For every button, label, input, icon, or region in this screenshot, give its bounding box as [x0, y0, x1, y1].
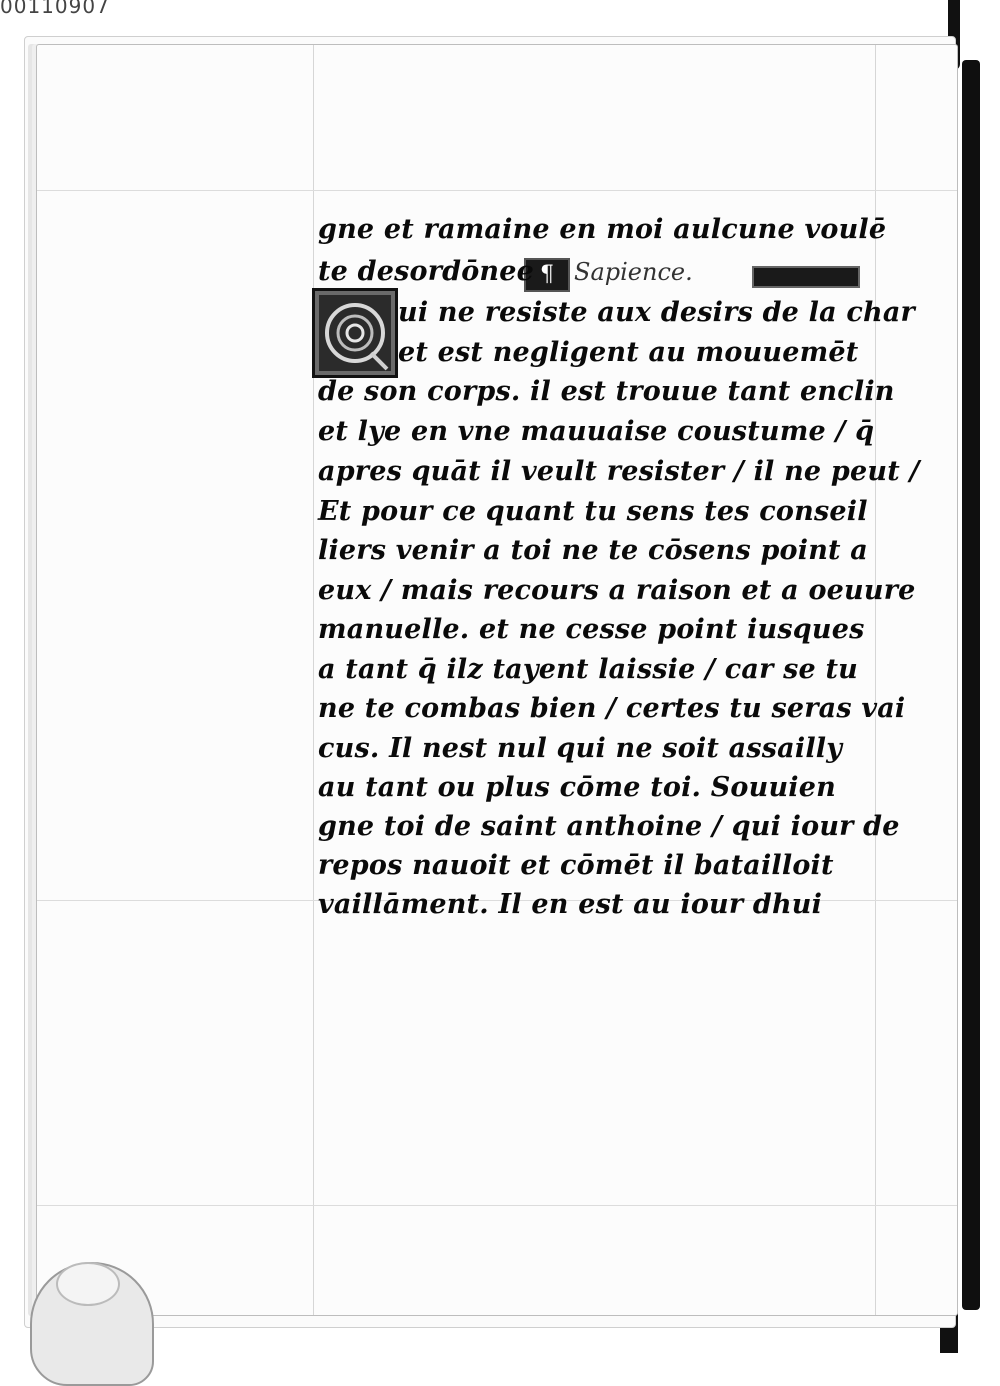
decorated-initial-q	[312, 288, 398, 378]
text-line-12: a tant q̄ ilz tayent laissie / car se tu	[318, 654, 858, 685]
text-line-1: gne et ramaine en moi aulcune voulē	[318, 214, 887, 245]
text-line-10: eux / mais recours a raison et a oeuure	[318, 575, 916, 606]
text-line-2: te desordōnee	[318, 256, 535, 287]
text-line-7: apres quāt il veult resister / il ne peut /	[318, 456, 920, 487]
rubric-paragraph-mark-icon: ¶	[524, 258, 570, 292]
line-filler-ornament	[752, 266, 860, 288]
text-line-9: liers venir a toi ne te cōsens point a	[318, 535, 868, 566]
text-line-11: manuelle. et ne cesse point iusques	[318, 614, 865, 645]
text-line-14: cus. Il nest nul qui ne soit assailly	[318, 733, 843, 764]
text-line-13: ne te combas bien / certes tu seras vai	[318, 693, 906, 724]
ruling-line-lower	[37, 1205, 957, 1206]
ruling-line-top	[37, 190, 957, 191]
text-line-3: ui ne resiste aux desirs de la char	[398, 297, 915, 328]
reference-number: 00110907	[0, 0, 110, 18]
initial-flourish-icon	[315, 291, 395, 375]
text-line-16: gne toi de saint anthoine / qui iour de	[318, 811, 900, 842]
text-line-17: repos nauoit et cōmēt il batailloit	[318, 850, 834, 881]
text-line-4: et est negligent au mouuemēt	[398, 337, 859, 368]
ruling-line-vertical-left	[313, 45, 314, 1315]
text-line-18: vaillāment. Il en est au iour dhui	[318, 889, 823, 920]
thumbnail-edge	[56, 1262, 120, 1306]
text-line-15: au tant ou plus cōme toi. Souuien	[318, 772, 836, 803]
text-line-8: Et pour ce quant tu sens tes conseil	[318, 496, 868, 527]
text-line-5: de son corps. il est trouue tant enclin	[318, 376, 895, 407]
rubric-sapience: Sapience.	[574, 258, 693, 286]
text-line-6: et lye en vne mauuaise coustume / q̄	[318, 416, 875, 447]
book-spine-edge	[962, 60, 980, 1310]
